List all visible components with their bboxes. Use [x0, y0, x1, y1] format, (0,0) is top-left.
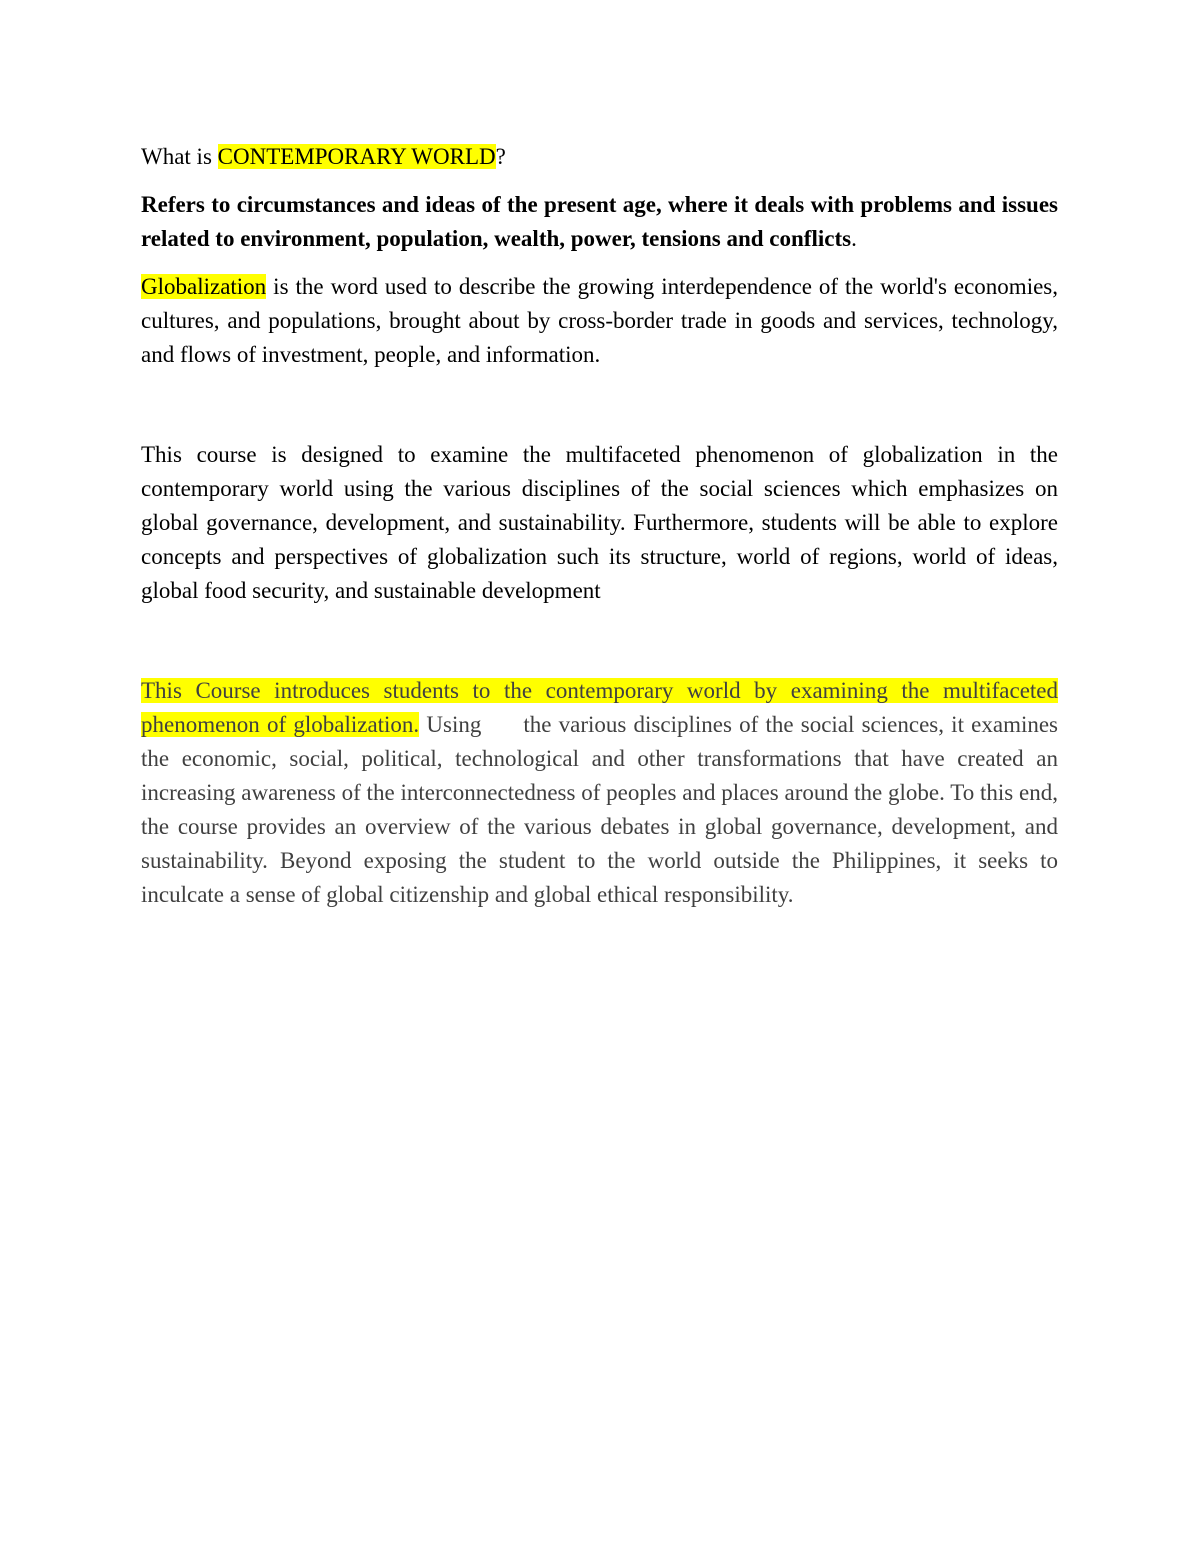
- question-prefix: What is: [141, 144, 218, 169]
- course-intro-paragraph: [141, 674, 1058, 912]
- course-design-text: This course is designed to examine the multifaceted phenomenon of globalization in the contemporary world using the various disciplines of the social sciences which emphasizes on global governance, development, and sustainability. Furthermore, students will be able to explore concepts and perspectives of globalization such its structure, world of regions, world of ideas, global food security, and sustainable development: [141, 442, 1058, 603]
- course-intro-text: the various disciplines of the social sciences, it examines the economic, social, political, technological and other transformations that have created an increasing awareness of the interconnectedness of peoples and places around the globe. To this end, the course provides an overview of the various debates in global governance, development, and sustainability. Beyond exposing the student to the world outside the Philippines, it seeks to inculcate a sense of global citizenship and global ethical responsibility.: [141, 712, 1059, 907]
- question-suffix: ?: [495, 144, 506, 169]
- question-line: [141, 140, 1058, 174]
- course-intro-lead: Using: [419, 712, 482, 737]
- course-design-paragraph: [141, 438, 1058, 608]
- globalization-paragraph: [141, 270, 1058, 372]
- document-body: [141, 140, 1058, 912]
- definition-paragraph: [141, 188, 1058, 256]
- course-intro-highlight: This Course introduces students to the contemporary world by examining the multifaceted phenomenon of globalization.: [141, 678, 1058, 737]
- globalization-text: is the word used to describe the growing interdependence of the world's economies, cultures, and populations, brought about by cross-border trade in goods and services, technology, and flows of investment, people, and information.: [141, 274, 1058, 367]
- definition-text: Refers to circumstances and ideas of the present age, where it deals with problems and issues related to environment, population, wealth, power, tensions and conflicts: [141, 192, 1058, 251]
- definition-end: .: [851, 226, 857, 251]
- contemporary-world-highlight: CONTEMPORARY WORLD: [217, 144, 496, 169]
- globalization-highlight: Globalization: [141, 274, 267, 299]
